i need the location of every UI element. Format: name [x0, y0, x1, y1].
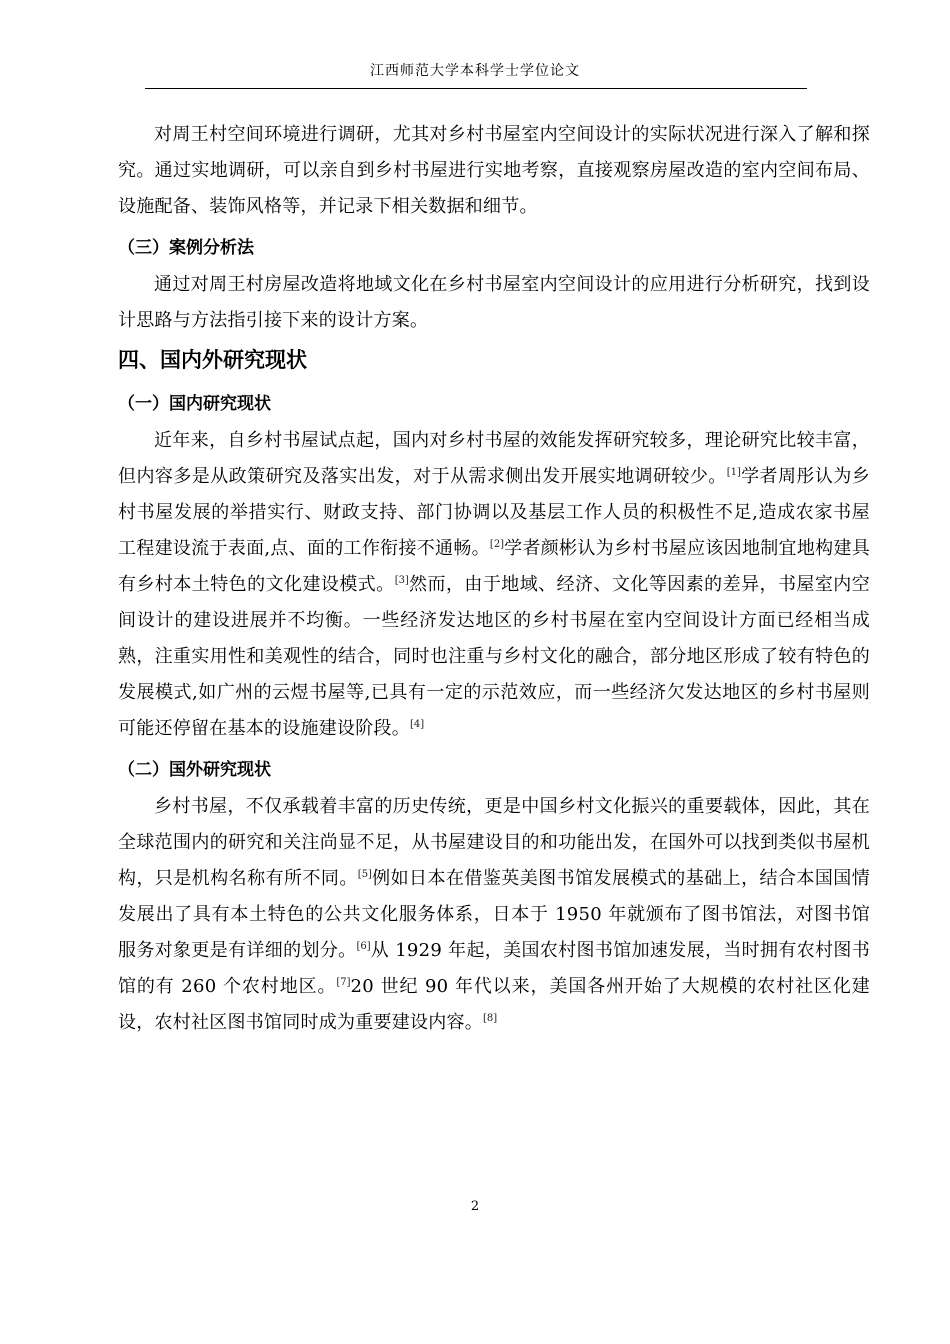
page-number: 2 [470, 1199, 480, 1214]
citation-4: [4] [410, 719, 425, 730]
citation-7: [7] [336, 977, 351, 988]
paragraph-survey-method: 对周王村空间环境进行调研，尤其对乡村书屋室内空间设计的实际状况进行深入了解和探究。通过实地调研，可以亲自到乡村书屋进行实地考察，直接观察房屋改造的室内空间布局、设施配备、装饰风格等，并记录下相关数据和细节。 [118, 124, 870, 217]
heading-research-status: 四、国内外研究现状 [118, 348, 307, 372]
foreign-text-2: 例如日本在借鉴英美图书馆发展模式的基础上，结合本国国情发展出了具有本土特色的公共文化服务体系，日本于 1950 年就颁布了图书馆法，对图书馆服务对象更是有详细的划分。 [118, 868, 870, 961]
citation-8: [8] [483, 1013, 498, 1024]
citation-2: [2] [489, 539, 505, 550]
citation-1: [1] [726, 467, 741, 478]
domestic-text-3: 学者颜彬认为乡村书屋应该因地制宜地构建具有乡村本土特色的文化建设模式。 [118, 538, 870, 595]
heading-case-analysis: （三）案例分析法 [118, 238, 254, 258]
heading-domestic-research: （一）国内研究现状 [118, 394, 271, 414]
paragraph-case-analysis: 通过对周王村房屋改造将地域文化在乡村书屋室内空间设计的应用进行分析研究，找到设计思路与方法指引接下来的设计方案。 [118, 274, 870, 331]
citation-3: [3] [394, 575, 409, 586]
domestic-text-2: 学者周彤认为乡村书屋发展的举措实行、财政支持、部门协调以及基层工作人员的积极性不足,造成农家书屋工程建设流于表面,点、面的工作衔接不通畅。 [118, 466, 871, 559]
heading-foreign-research: （二）国外研究现状 [118, 760, 271, 780]
citation-6: [6] [356, 941, 371, 952]
foreign-text-4: 20 世纪 90 年代以来，美国各州开始了大规模的农村社区化建设，农村社区图书馆同时成为重要建设内容。 [118, 976, 870, 1033]
domestic-text-4: 然而，由于地域、经济、文化等因素的差异，书屋室内空间设计的建设进展并不均衡。一些经济发达地区的乡村书屋在室内空间设计方面已经相当成熟，注重实用性和美观性的结合，同时也注重与乡村文化的融合，部分地区形成了较有特色的发展模式,如广州的云煜书屋等,已具有一定的示范效应，而一些经济欠发达地区的乡村书屋则可能还停留在基本的设施建设阶段。 [118, 574, 870, 739]
foreign-text-3: 从 1929 年起，美国农村图书馆加速发展，当时拥有农村图书馆的有 260 个农村地区。 [118, 940, 871, 997]
citation-5: [5] [357, 869, 372, 880]
paragraph-domestic-research [118, 423, 870, 747]
header-rule [145, 88, 807, 89]
paragraph-foreign-research [118, 789, 870, 1041]
body-text [118, 117, 870, 1041]
foreign-text-1: 乡村书屋，不仅承载着丰富的历史传统，更是中国乡村文化振兴的重要载体，因此，其在全球范围内的研究和关注尚显不足，从书屋建设目的和功能出发，在国外可以找到类似书屋机构，只是机构名称有所不同。 [118, 796, 870, 889]
domestic-text-1: 近年来，自乡村书屋试点起，国内对乡村书屋的效能发挥研究较多，理论研究比较丰富，但内容多是从政策研究及落实出发，对于从需求侧出发开展实地调研较少。 [118, 430, 870, 487]
running-header: 江西师范大学本科学士学位论文 [370, 63, 580, 78]
